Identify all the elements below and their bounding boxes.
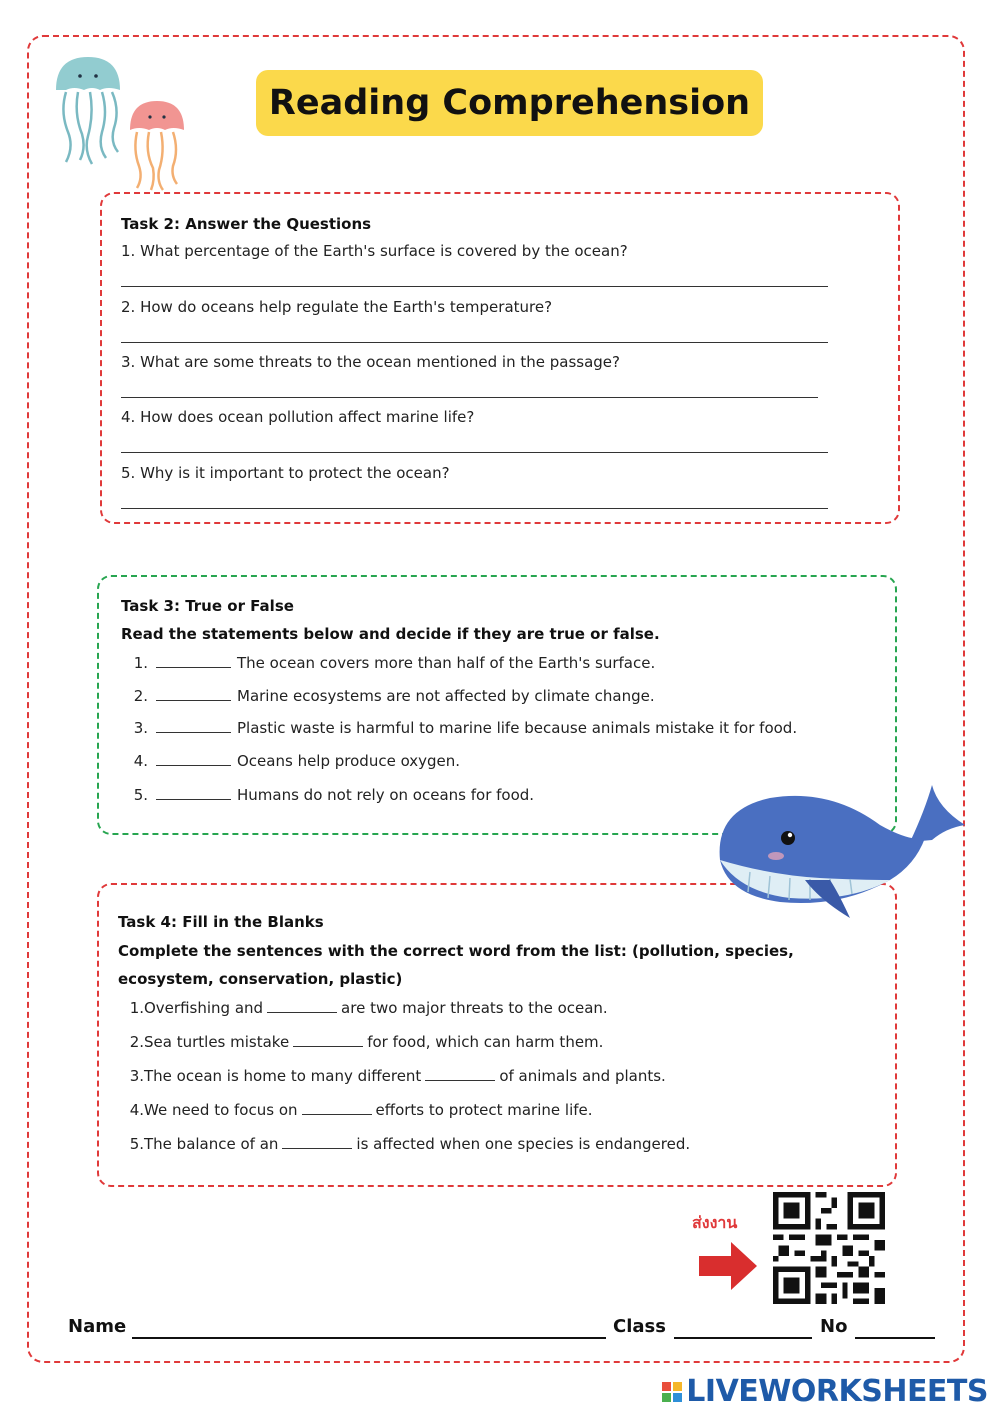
answer-line-1[interactable] [121,286,828,287]
tf-item [126,654,655,672]
qr-code-icon[interactable] [773,1192,885,1304]
tf-number: 5. [133,786,148,804]
fb-blank[interactable] [267,1000,337,1013]
fb-text-after: efforts to protect marine life. [375,1101,593,1119]
fb-text-after: for food, which can harm them. [367,1033,604,1051]
task4-instruction [118,937,794,993]
question-2: 2. How do oceans help regulate the Earth's temperature? [121,298,553,316]
tf-statement: Marine ecosystems are not affected by climate change. [237,687,655,705]
tf-blank[interactable] [156,655,231,668]
class-field[interactable] [674,1337,812,1339]
class-label: Class [613,1316,666,1337]
tf-item [126,719,797,737]
fb-number: 4. [129,1101,144,1119]
fb-text-after: of animals and plants. [499,1067,666,1085]
tf-number: 2. [133,687,148,705]
fb-number: 1. [129,999,144,1017]
fb-text-before: The ocean is home to many different [144,1067,422,1085]
answer-line-4[interactable] [121,452,828,453]
answer-line-5[interactable] [121,508,828,509]
fill-blank-item [116,1135,690,1153]
fb-text-after: are two major threats to the ocean. [341,999,608,1017]
name-field[interactable] [132,1337,606,1339]
jellyfish-blue-icon [48,52,133,167]
task4-instruction-line1: Complete the sentences with the correct word from the list: (pollution, species, [118,942,794,960]
no-field[interactable] [855,1337,935,1339]
whale-icon [710,780,968,920]
fb-number: 5. [129,1135,144,1153]
fb-text-before: Sea turtles mistake [144,1033,290,1051]
fill-blank-item [116,1033,603,1051]
question-1: 1. What percentage of the Earth's surface is covered by the ocean? [121,242,628,260]
brand-logo [662,1374,988,1409]
jellyfish-pink-icon [125,98,190,193]
fb-number: 3. [129,1067,144,1085]
fb-text-before: The balance of an [144,1135,279,1153]
tf-blank[interactable] [156,688,231,701]
tf-statement: Humans do not rely on oceans for food. [237,786,535,804]
tf-blank[interactable] [156,720,231,733]
no-label: No [820,1316,848,1337]
tf-item [126,786,534,804]
tf-number: 3. [133,719,148,737]
tf-number: 1. [133,654,148,672]
fill-blank-item [116,1067,666,1085]
answer-line-2[interactable] [121,342,828,343]
fb-text-before: We need to focus on [144,1101,298,1119]
fb-blank[interactable] [282,1136,352,1149]
task4-title: Task 4: Fill in the Blanks [118,913,324,931]
page-title: Reading Comprehension [268,83,751,123]
tf-blank[interactable] [156,787,231,800]
tf-item [126,687,655,705]
task3-instruction: Read the statements below and decide if they are true or false. [121,625,660,643]
arrow-right-icon [697,1240,759,1292]
fb-text-after: is affected when one species is endangered. [356,1135,691,1153]
tf-statement: Oceans help produce oxygen. [237,752,461,770]
tf-statement: The ocean covers more than half of the Earth's surface. [237,654,656,672]
task4-instruction-line2: ecosystem, conservation, plastic) [118,970,403,988]
title-banner [256,70,763,136]
question-4: 4. How does ocean pollution affect marine life? [121,408,475,426]
task2-title: Task 2: Answer the Questions [121,215,372,233]
tf-item [126,752,460,770]
tf-blank[interactable] [156,753,231,766]
question-5: 5. Why is it important to protect the ocean? [121,464,450,482]
task3-title: Task 3: True or False [121,597,294,615]
tf-statement: Plastic waste is harmful to marine life because animals mistake it for food. [237,719,798,737]
fill-blank-item [116,1101,593,1119]
tf-number: 4. [133,752,148,770]
liveworksheets-logo-icon [662,1382,682,1402]
name-label: Name [68,1316,127,1337]
fb-text-before: Overfishing and [144,999,264,1017]
submit-label: ส่งงาน [692,1213,738,1232]
fb-blank[interactable] [293,1034,363,1047]
brand-text: LIVEWORKSHEETS [686,1374,988,1409]
fb-blank[interactable] [425,1068,495,1081]
answer-line-3[interactable] [121,397,818,398]
fb-blank[interactable] [302,1102,372,1115]
question-3: 3. What are some threats to the ocean mentioned in the passage? [121,353,620,371]
fill-blank-item [116,999,608,1017]
fb-number: 2. [129,1033,144,1051]
